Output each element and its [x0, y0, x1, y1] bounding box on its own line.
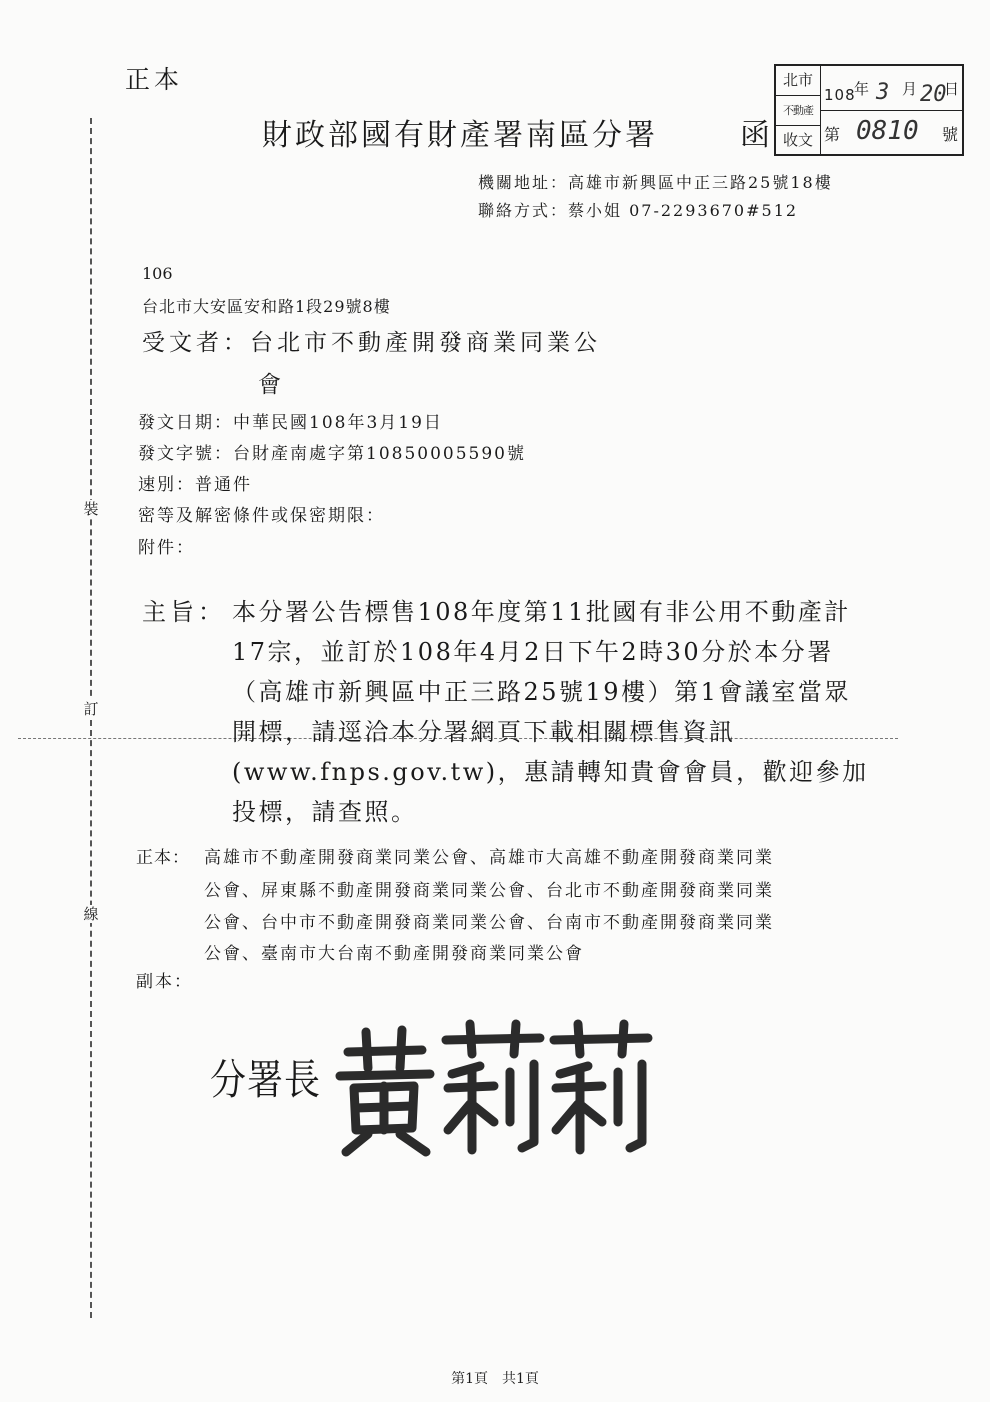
- stamp-month: 3: [876, 80, 890, 105]
- secrecy-level: 密等及解密條件或保密期限：: [138, 506, 385, 526]
- issue-number: 發文字號：台財產南處字第10850005590號: [138, 444, 526, 464]
- binding-line: [90, 118, 92, 1318]
- recipient-address: 台北市大安區安和路1段29號8樓: [142, 297, 391, 316]
- delivery-speed: 速別：普通件: [138, 475, 252, 495]
- copy-mark: 正本: [125, 65, 184, 94]
- stamp-date-box: [820, 70, 962, 111]
- subject-line: (www.fnps.gov.tw)，惠請轉知貴會會員，歡迎參加: [232, 758, 869, 786]
- stamp-row-city: 北市: [776, 66, 820, 96]
- signature-char-3: [554, 1024, 648, 1150]
- stamp-row-realestate: 不動產: [776, 96, 820, 126]
- cc-line: 公會、台中市不動產開發商業同業公會、台南市不動產開發商業同業: [204, 913, 774, 933]
- document-type: 函: [740, 118, 770, 153]
- subject-line: 投標，請查照。: [232, 798, 418, 826]
- stamp-year: 108: [824, 86, 856, 104]
- stamp-year-label: 年: [854, 80, 870, 98]
- recipient-name-continued: 會: [258, 372, 281, 398]
- subject-line: 17宗，並訂於108年4月2日下午2時30分於本分署: [232, 638, 834, 666]
- received-stamp: [774, 64, 964, 156]
- stamp-number-suffix: 號: [942, 125, 959, 144]
- subject-label: 主旨：: [142, 598, 226, 626]
- recipient-name: 受文者：台北市不動產開發商業同業公: [142, 330, 601, 356]
- binding-char-staple: 訂: [83, 700, 99, 718]
- agency-address: 機關地址：高雄市新興區中正三路25號18樓: [478, 173, 833, 192]
- stamp-number-label: 第: [824, 125, 841, 144]
- page-footer: 第1頁 共1頁: [451, 1371, 539, 1387]
- stamp-day: 20: [920, 82, 947, 107]
- signature-stamp: [330, 1010, 660, 1160]
- recipient-zip: 106: [142, 264, 173, 283]
- signature-title: 分署長: [210, 1057, 322, 1105]
- stamp-month-label: 月: [902, 80, 918, 98]
- signature-char-1: [340, 1030, 430, 1152]
- stamp-day-label: 日: [944, 80, 960, 98]
- stamp-row-received: 收文: [782, 131, 813, 149]
- cc-label: 正本：: [136, 848, 190, 868]
- stamp-number: 0810: [856, 116, 919, 146]
- subject-line: 本分署公告標售108年度第11批國有非公用不動產計: [232, 598, 851, 626]
- cc-line: 高雄市不動產開發商業同業公會、高雄市大高雄不動產開發商業同業: [204, 848, 774, 868]
- copy-recipients-label: 副本：: [136, 972, 193, 992]
- binding-char-bind: 裝: [83, 500, 99, 518]
- issue-date: 發文日期：中華民國108年3月19日: [138, 413, 443, 433]
- signature-char-2: [446, 1024, 540, 1150]
- agency-contact: 聯絡方式：蔡小姐 07-2293670#512: [478, 201, 799, 220]
- cc-line: 公會、臺南市大台南不動產開發商業同業公會: [204, 944, 584, 964]
- cc-line: 公會、屏東縣不動產開發商業同業公會、台北市不動產開發商業同業: [204, 881, 774, 901]
- attachments: 附件：: [138, 538, 195, 558]
- stamp-agency-column: [776, 66, 821, 154]
- subject-line: （高雄市新興區中正三路25號19樓）第1會議室當眾: [232, 678, 851, 706]
- agency-title: 財政部國有財產署南區分署: [262, 118, 658, 153]
- binding-char-line: 線: [83, 905, 99, 923]
- subject-line: 開標，請逕洽本分署網頁下載相關標售資訊: [232, 718, 736, 746]
